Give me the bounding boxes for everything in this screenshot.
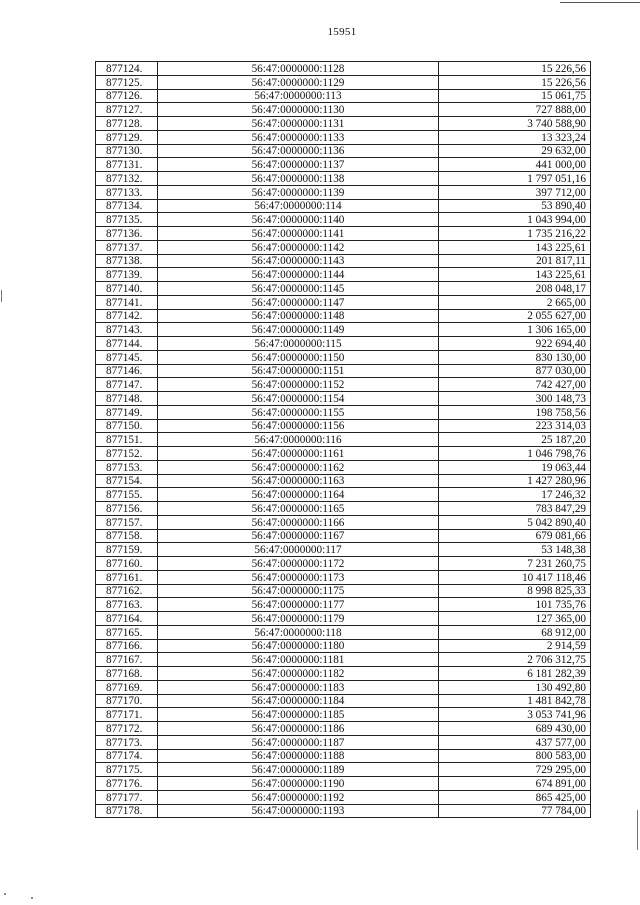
table-row — [96, 337, 591, 351]
row-number-cell: 877159. — [96, 543, 158, 557]
table-row — [96, 529, 591, 543]
table-row — [96, 240, 591, 254]
row-number-cell: 877163. — [96, 598, 158, 612]
cadastral-number-cell: 56:47:0000000:1148 — [158, 309, 439, 323]
row-number-cell: 877127. — [96, 103, 158, 117]
cadastral-value-cell: 1 481 842,78 — [439, 694, 591, 708]
cadastral-value-cell: 1 427 280,96 — [439, 474, 591, 488]
cadastral-value-cell: 783 847,29 — [439, 502, 591, 516]
table-row — [96, 309, 591, 323]
cadastral-value-cell: 208 048,17 — [439, 282, 591, 296]
cadastral-number-cell: 56:47:0000000:1187 — [158, 735, 439, 749]
cadastral-value-cell: 922 694,40 — [439, 337, 591, 351]
row-number-cell: 877125. — [96, 75, 158, 89]
row-number-cell: 877168. — [96, 667, 158, 681]
cadastral-number-cell: 56:47:0000000:1180 — [158, 639, 439, 653]
cadastral-number-cell: 56:47:0000000:1156 — [158, 419, 439, 433]
cadastral-value-cell: 29 632,00 — [439, 144, 591, 158]
cadastral-value-cell: 8 998 825,33 — [439, 584, 591, 598]
cadastral-number-cell: 56:47:0000000:1166 — [158, 515, 439, 529]
table-row — [96, 144, 591, 158]
row-number-cell: 877132. — [96, 172, 158, 186]
cadastral-number-cell: 56:47:0000000:118 — [158, 625, 439, 639]
table-row — [96, 653, 591, 667]
table-row — [96, 117, 591, 131]
row-number-cell: 877156. — [96, 502, 158, 516]
cadastral-value-cell: 53 890,40 — [439, 199, 591, 213]
cadastral-value-cell: 143 225,61 — [439, 268, 591, 282]
table-row — [96, 502, 591, 516]
row-number-cell: 877137. — [96, 240, 158, 254]
page-number: 15951 — [327, 26, 357, 38]
row-number-cell: 877139. — [96, 268, 158, 282]
cadastral-number-cell: 56:47:0000000:1155 — [158, 405, 439, 419]
cadastral-number-cell: 56:47:0000000:1175 — [158, 584, 439, 598]
cadastral-number-cell: 56:47:0000000:1131 — [158, 117, 439, 131]
cadastral-value-cell: 17 246,32 — [439, 488, 591, 502]
cadastral-value-cell: 727 888,00 — [439, 103, 591, 117]
cadastral-value-cell: 865 425,00 — [439, 790, 591, 804]
cadastral-number-cell: 56:47:0000000:115 — [158, 337, 439, 351]
cadastral-number-cell: 56:47:0000000:1165 — [158, 502, 439, 516]
table-row — [96, 350, 591, 364]
table-row — [96, 612, 591, 626]
cadastral-number-cell: 56:47:0000000:1193 — [158, 804, 439, 818]
cadastral-value-cell: 201 817,11 — [439, 254, 591, 268]
cadastral-value-cell: 877 030,00 — [439, 364, 591, 378]
row-number-cell: 877174. — [96, 749, 158, 763]
row-number-cell: 877146. — [96, 364, 158, 378]
cadastral-number-cell: 56:47:0000000:1133 — [158, 130, 439, 144]
table-row — [96, 282, 591, 296]
row-number-cell: 877133. — [96, 185, 158, 199]
row-number-cell: 877143. — [96, 323, 158, 337]
table-row — [96, 172, 591, 186]
cadastral-number-cell: 56:47:0000000:1138 — [158, 172, 439, 186]
row-number-cell: 877177. — [96, 790, 158, 804]
cadastral-number-cell: 56:47:0000000:1145 — [158, 282, 439, 296]
cadastral-value-cell: 2 055 627,00 — [439, 309, 591, 323]
cadastral-number-cell: 56:47:0000000:1143 — [158, 254, 439, 268]
row-number-cell: 877130. — [96, 144, 158, 158]
row-number-cell: 877173. — [96, 735, 158, 749]
row-number-cell: 877153. — [96, 460, 158, 474]
cadastral-number-cell: 56:47:0000000:1173 — [158, 570, 439, 584]
cadastral-value-cell: 127 365,00 — [439, 612, 591, 626]
cadastral-value-cell: 689 430,00 — [439, 722, 591, 736]
cadastral-value-cell: 7 231 260,75 — [439, 557, 591, 571]
row-number-cell: 877149. — [96, 405, 158, 419]
cadastral-value-table — [95, 61, 591, 818]
cadastral-number-cell: 56:47:0000000:1147 — [158, 295, 439, 309]
cadastral-number-cell: 56:47:0000000:1172 — [158, 557, 439, 571]
table-row — [96, 735, 591, 749]
cadastral-number-cell: 56:47:0000000:1144 — [158, 268, 439, 282]
table-row — [96, 419, 591, 433]
cadastral-value-cell: 2 665,00 — [439, 295, 591, 309]
cadastral-number-cell: 56:47:0000000:1164 — [158, 488, 439, 502]
row-number-cell: 877170. — [96, 694, 158, 708]
row-number-cell: 877136. — [96, 227, 158, 241]
row-number-cell: 877142. — [96, 309, 158, 323]
cadastral-value-cell: 53 148,38 — [439, 543, 591, 557]
row-number-cell: 877140. — [96, 282, 158, 296]
cadastral-value-cell: 143 225,61 — [439, 240, 591, 254]
scan-edge-line-left — [1, 290, 2, 302]
table-row — [96, 722, 591, 736]
table-row — [96, 158, 591, 172]
table-row — [96, 103, 591, 117]
cadastral-number-cell: 56:47:0000000:1152 — [158, 378, 439, 392]
cadastral-number-cell: 56:47:0000000:1167 — [158, 529, 439, 543]
table-row — [96, 185, 591, 199]
row-number-cell: 877147. — [96, 378, 158, 392]
row-number-cell: 877162. — [96, 584, 158, 598]
row-number-cell: 877178. — [96, 804, 158, 818]
cadastral-number-cell: 56:47:0000000:116 — [158, 433, 439, 447]
row-number-cell: 877144. — [96, 337, 158, 351]
row-number-cell: 877141. — [96, 295, 158, 309]
row-number-cell: 877166. — [96, 639, 158, 653]
cadastral-value-cell: 3 740 588,90 — [439, 117, 591, 131]
row-number-cell: 877157. — [96, 515, 158, 529]
cadastral-value-cell: 13 323,24 — [439, 130, 591, 144]
cadastral-value-cell: 441 000,00 — [439, 158, 591, 172]
row-number-cell: 877164. — [96, 612, 158, 626]
row-number-cell: 877169. — [96, 680, 158, 694]
table-row — [96, 364, 591, 378]
cadastral-value-cell: 223 314,03 — [439, 419, 591, 433]
row-number-cell: 877172. — [96, 722, 158, 736]
cadastral-value-cell: 68 912,00 — [439, 625, 591, 639]
table-row — [96, 680, 591, 694]
row-number-cell: 877134. — [96, 199, 158, 213]
cadastral-value-cell: 742 427,00 — [439, 378, 591, 392]
row-number-cell: 877124. — [96, 62, 158, 76]
cadastral-value-cell: 2 914,59 — [439, 639, 591, 653]
table-row — [96, 323, 591, 337]
cadastral-value-cell: 679 081,66 — [439, 529, 591, 543]
cadastral-value-cell: 5 042 890,40 — [439, 515, 591, 529]
table-row — [96, 804, 591, 818]
cadastral-number-cell: 56:47:0000000:113 — [158, 89, 439, 103]
table-row — [96, 130, 591, 144]
cadastral-number-cell: 56:47:0000000:1183 — [158, 680, 439, 694]
row-number-cell: 877138. — [96, 254, 158, 268]
cadastral-number-cell: 56:47:0000000:1151 — [158, 364, 439, 378]
cadastral-number-cell: 56:47:0000000:1129 — [158, 75, 439, 89]
row-number-cell: 877154. — [96, 474, 158, 488]
cadastral-number-cell: 56:47:0000000:1192 — [158, 790, 439, 804]
row-number-cell: 877165. — [96, 625, 158, 639]
table-row — [96, 543, 591, 557]
cadastral-value-cell: 198 758,56 — [439, 405, 591, 419]
table-row — [96, 447, 591, 461]
row-number-cell: 877176. — [96, 777, 158, 791]
cadastral-number-cell: 56:47:0000000:1163 — [158, 474, 439, 488]
table-row — [96, 777, 591, 791]
cadastral-number-cell: 56:47:0000000:117 — [158, 543, 439, 557]
cadastral-value-cell: 830 130,00 — [439, 350, 591, 364]
table-body — [96, 62, 591, 818]
cadastral-value-cell: 77 784,00 — [439, 804, 591, 818]
cadastral-value-cell: 1 046 798,76 — [439, 447, 591, 461]
row-number-cell: 877160. — [96, 557, 158, 571]
cadastral-value-cell: 10 417 118,46 — [439, 570, 591, 584]
cadastral-value-cell: 1 306 165,00 — [439, 323, 591, 337]
cadastral-number-cell: 56:47:0000000:1149 — [158, 323, 439, 337]
table-row — [96, 474, 591, 488]
row-number-cell: 877129. — [96, 130, 158, 144]
cadastral-value-cell: 15 226,56 — [439, 75, 591, 89]
table-row — [96, 254, 591, 268]
cadastral-number-cell: 56:47:0000000:1189 — [158, 763, 439, 777]
cadastral-number-cell: 56:47:0000000:1190 — [158, 777, 439, 791]
cadastral-value-cell: 15 226,56 — [439, 62, 591, 76]
cadastral-number-cell: 56:47:0000000:1142 — [158, 240, 439, 254]
table-row — [96, 89, 591, 103]
cadastral-number-cell: 56:47:0000000:1186 — [158, 722, 439, 736]
cadastral-value-cell: 397 712,00 — [439, 185, 591, 199]
row-number-cell: 877152. — [96, 447, 158, 461]
row-number-cell: 877150. — [96, 419, 158, 433]
cadastral-number-cell: 56:47:0000000:1130 — [158, 103, 439, 117]
scan-speck — [31, 897, 33, 899]
table-row — [96, 392, 591, 406]
table-row — [96, 667, 591, 681]
table-row — [96, 557, 591, 571]
row-number-cell: 877148. — [96, 392, 158, 406]
cadastral-value-cell: 437 577,00 — [439, 735, 591, 749]
cadastral-number-cell: 56:47:0000000:1136 — [158, 144, 439, 158]
table-row — [96, 749, 591, 763]
cadastral-number-cell: 56:47:0000000:1141 — [158, 227, 439, 241]
cadastral-value-cell: 1 043 994,00 — [439, 213, 591, 227]
row-number-cell: 877175. — [96, 763, 158, 777]
table-row — [96, 488, 591, 502]
row-number-cell: 877145. — [96, 350, 158, 364]
cadastral-number-cell: 56:47:0000000:1139 — [158, 185, 439, 199]
cadastral-number-cell: 56:47:0000000:1154 — [158, 392, 439, 406]
table-row — [96, 515, 591, 529]
cadastral-value-cell: 6 181 282,39 — [439, 667, 591, 681]
table-row — [96, 295, 591, 309]
cadastral-value-cell: 101 735,76 — [439, 598, 591, 612]
table-row — [96, 694, 591, 708]
row-number-cell: 877171. — [96, 708, 158, 722]
table-row — [96, 213, 591, 227]
cadastral-value-cell: 300 148,73 — [439, 392, 591, 406]
table-row — [96, 62, 591, 76]
table-row — [96, 268, 591, 282]
table-row — [96, 433, 591, 447]
cadastral-number-cell: 56:47:0000000:1161 — [158, 447, 439, 461]
scan-speck — [4, 893, 6, 895]
cadastral-value-cell: 15 061,75 — [439, 89, 591, 103]
row-number-cell: 877155. — [96, 488, 158, 502]
cadastral-value-cell: 800 583,00 — [439, 749, 591, 763]
cadastral-number-cell: 56:47:0000000:1188 — [158, 749, 439, 763]
cadastral-value-cell: 19 063,44 — [439, 460, 591, 474]
table-row — [96, 199, 591, 213]
row-number-cell: 877126. — [96, 89, 158, 103]
table-row — [96, 708, 591, 722]
row-number-cell: 877158. — [96, 529, 158, 543]
row-number-cell: 877128. — [96, 117, 158, 131]
table-row — [96, 625, 591, 639]
table-row — [96, 75, 591, 89]
cadastral-value-cell: 729 295,00 — [439, 763, 591, 777]
row-number-cell: 877167. — [96, 653, 158, 667]
row-number-cell: 877135. — [96, 213, 158, 227]
cadastral-number-cell: 56:47:0000000:1140 — [158, 213, 439, 227]
cadastral-number-cell: 56:47:0000000:1162 — [158, 460, 439, 474]
table-row — [96, 570, 591, 584]
cadastral-number-cell: 56:47:0000000:1177 — [158, 598, 439, 612]
cadastral-number-cell: 56:47:0000000:1184 — [158, 694, 439, 708]
row-number-cell: 877151. — [96, 433, 158, 447]
table-row — [96, 460, 591, 474]
table-row — [96, 378, 591, 392]
cadastral-number-cell: 56:47:0000000:114 — [158, 199, 439, 213]
cadastral-number-cell: 56:47:0000000:1182 — [158, 667, 439, 681]
table-row — [96, 763, 591, 777]
cadastral-value-cell: 674 891,00 — [439, 777, 591, 791]
scan-edge-line-top — [560, 2, 640, 3]
scan-edge-line-right — [637, 810, 638, 850]
cadastral-value-cell: 1 797 051,16 — [439, 172, 591, 186]
row-number-cell: 877161. — [96, 570, 158, 584]
cadastral-number-cell: 56:47:0000000:1181 — [158, 653, 439, 667]
cadastral-value-cell: 130 492,80 — [439, 680, 591, 694]
cadastral-number-cell: 56:47:0000000:1128 — [158, 62, 439, 76]
table-row — [96, 790, 591, 804]
table-row — [96, 405, 591, 419]
cadastral-value-cell: 2 706 312,75 — [439, 653, 591, 667]
cadastral-number-cell: 56:47:0000000:1185 — [158, 708, 439, 722]
table-row — [96, 227, 591, 241]
cadastral-value-cell: 25 187,20 — [439, 433, 591, 447]
cadastral-number-cell: 56:47:0000000:1137 — [158, 158, 439, 172]
table-row — [96, 598, 591, 612]
cadastral-number-cell: 56:47:0000000:1150 — [158, 350, 439, 364]
table-row — [96, 584, 591, 598]
row-number-cell: 877131. — [96, 158, 158, 172]
table-row — [96, 639, 591, 653]
cadastral-value-cell: 1 735 216,22 — [439, 227, 591, 241]
cadastral-value-cell: 3 053 741,96 — [439, 708, 591, 722]
cadastral-number-cell: 56:47:0000000:1179 — [158, 612, 439, 626]
